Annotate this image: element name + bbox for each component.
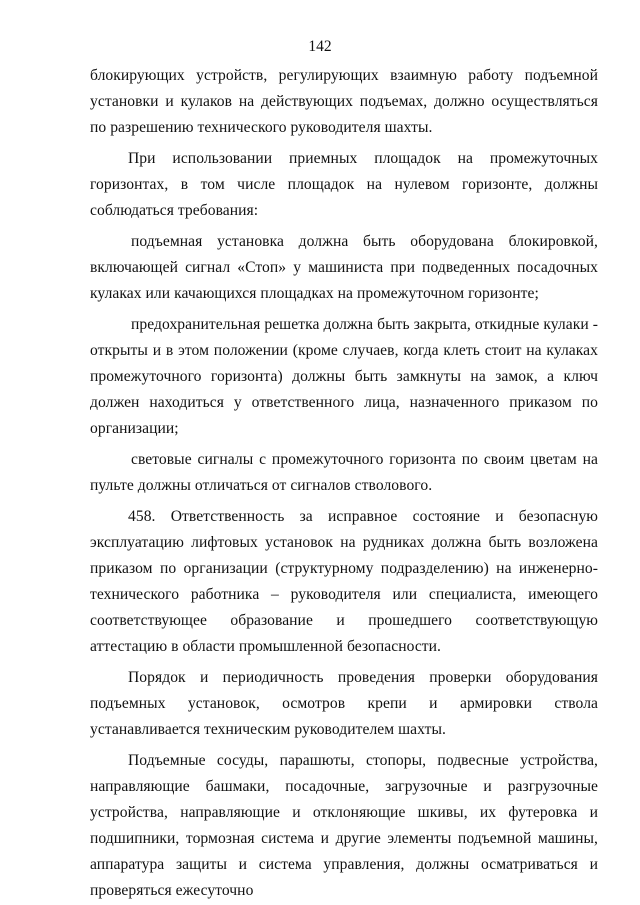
paragraph-light-signals-requirement: световые сигналы с промежуточного горизонта по своим цветам на пульте должны отличаться от сигналов стволового. (90, 451, 598, 494)
paragraph-interlock-requirement: подъемная установка должна быть оборудована блокировкой, включающей сигнал «Стоп» у машиниста при подведенных посадочных кулаках или качающихся площадках на промежуточном горизонте; (90, 233, 598, 302)
paragraph-intermediate-levels: При использовании приемных площадок на промежуточных горизонтах, в том числе площадок на нулевом горизонте, должны соблюдаться требования: (90, 150, 598, 219)
body-text (90, 63, 598, 904)
paragraph-daily-inspection: Подъемные сосуды, парашюты, стопоры, подвесные устройства, направляющие башмаки, посадочные, загрузочные и разгрузочные устройства, направляющие и отклоняющие шкивы, их футеровка и подшипники, тормозная система и другие элементы подъемной машины, аппаратура защиты и система управления, должны осматриваться и проверяться ежесуточно (90, 752, 598, 899)
paragraph-safety-grate-requirement: предохранительная решетка должна быть закрыта, откидные кулаки - открыты и в этом положении (кроме случаев, когда клеть стоит на кулаках промежуточного горизонта) должны быть замкнуты на замок, а ключ должен находиться у ответственного лица, назначенного приказом по организации; (90, 316, 598, 437)
paragraph-continuation: блокирующих устройств, регулирующих взаимную работу подъемной установки и кулаков на действующих подъемах, должно осуществляться по разрешению технического руководителя шахты. (90, 67, 598, 136)
paragraph-inspection-procedure: Порядок и периодичность проведения проверки оборудования подъемных установок, осмотров крепи и армировки ствола устанавливается техническим руководителем шахты. (90, 669, 598, 738)
paragraph-item-458: 458. Ответственность за исправное состояние и безопасную эксплуатацию лифтовых установок на рудниках должна быть возложена приказом по организации (структурному подразделению) на инженерно-технического работника – руководителя или специалиста, имеющего соответствующее образование и прошедшего соответствующую аттестацию в области промышленной безопасности. (90, 508, 598, 655)
page-number: 142 (308, 38, 332, 55)
